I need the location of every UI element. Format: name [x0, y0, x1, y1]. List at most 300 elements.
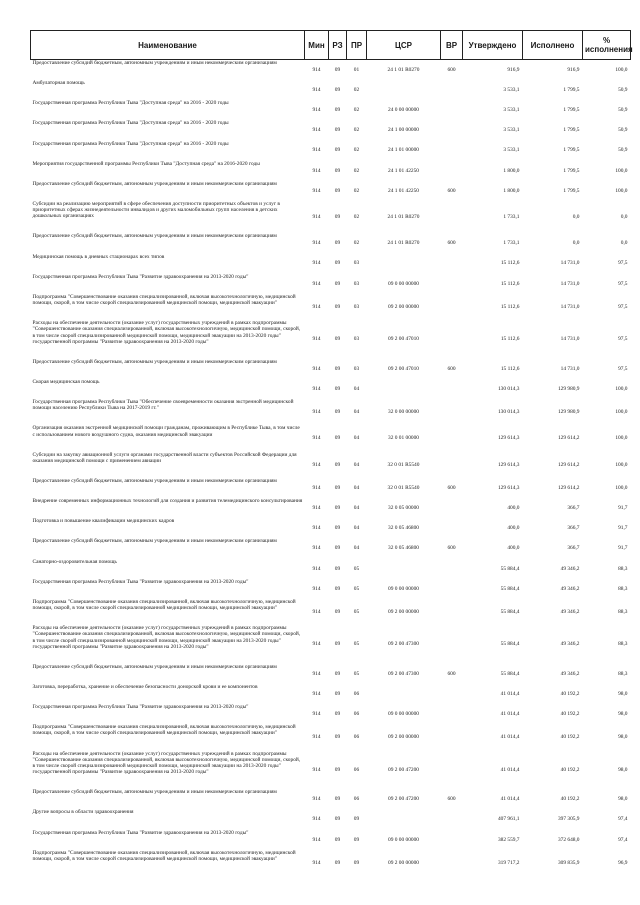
header-rz: РЗ	[329, 31, 347, 60]
row-approved: 3 533,1	[503, 127, 520, 134]
row-executed: 129 980,9	[557, 409, 580, 416]
row-pr: 02	[353, 167, 360, 174]
row-csr: 09 2 00 00000	[388, 734, 419, 741]
row-approved: 15 112,6	[500, 280, 520, 287]
row-min: 914	[312, 409, 321, 416]
row-pr: 06	[353, 711, 360, 718]
row-min: 914	[312, 766, 321, 773]
row-vr	[441, 830, 463, 850]
row-rz: 09	[334, 545, 341, 552]
row-rz: 09	[334, 409, 341, 416]
row-executed: 40 192,2	[560, 711, 580, 718]
row-min: 914	[312, 641, 321, 648]
header-vr: ВР	[441, 31, 463, 60]
table-row	[31, 478, 631, 498]
row-approved: 916,9	[507, 66, 520, 73]
row-approved: 41 014,4	[500, 766, 520, 773]
row-pr: 02	[353, 107, 360, 114]
row-vr	[441, 498, 463, 518]
row-percent: 97,4	[618, 836, 628, 843]
table-row	[31, 830, 631, 850]
header-pr: ПР	[347, 31, 367, 60]
table-row	[31, 538, 631, 558]
row-percent: 100,0	[615, 187, 628, 194]
header-min: Мин	[305, 31, 329, 60]
row-percent: 100,0	[615, 461, 628, 468]
table-row	[31, 498, 631, 518]
row-csr: 32 0 01 R5540	[387, 485, 420, 492]
row-executed: 0,0	[572, 240, 580, 247]
row-executed: 40 192,2	[560, 734, 580, 741]
row-percent: 50,9	[618, 147, 628, 154]
row-min: 914	[312, 127, 321, 134]
row-approved: 130 014,3	[497, 385, 520, 392]
row-approved: 400,0	[507, 545, 520, 552]
row-percent: 98,0	[618, 690, 628, 697]
row-csr: 09 2 00 47300	[388, 670, 419, 677]
row-name: Государственная программа Республики Тыва "Обеспечение своевременности оказания экстренной медицинской помощи населению Республики Тыва на 2017-2019 гг."	[32, 399, 294, 412]
row-rz: 09	[334, 461, 341, 468]
row-executed: 309 835,9	[557, 859, 580, 866]
row-csr: 09 2 00 00000	[388, 859, 419, 866]
row-percent: 50,9	[618, 87, 628, 94]
row-vr	[441, 120, 463, 140]
row-approved: 55 884,4	[500, 585, 520, 592]
row-rz: 09	[334, 435, 341, 442]
row-name: Расходы на обеспечение деятельности (оказание услуг) государственных учреждений в рамках подпрограммы "Совершенствование оказания специализированной, включая высокотехнологичную, медицинской помощи, скорой, в том числе скорой специализированной медицинской помощи, медицинской эвакуации на 2013-2020 годы" государственной программы "Развитие здравоохранения на 2013-2020 годы"	[32, 750, 301, 776]
row-vr: 600	[447, 670, 456, 677]
row-csr: 09 0 00 00000	[388, 585, 419, 592]
row-pr: 02	[353, 87, 360, 94]
row-min: 914	[312, 260, 321, 267]
row-executed: 1 799,5	[563, 87, 580, 94]
row-rz: 09	[334, 525, 341, 532]
row-approved: 129 614,3	[497, 485, 520, 492]
row-percent: 100,0	[615, 435, 628, 442]
row-executed: 916,9	[567, 66, 580, 73]
row-vr	[441, 274, 463, 294]
row-csr: 24 1 01 42250	[388, 167, 419, 174]
row-percent: 88,3	[618, 608, 628, 615]
row-rz: 09	[334, 796, 341, 803]
table-row	[31, 789, 631, 809]
row-approved: 41 014,4	[500, 734, 520, 741]
row-rz: 09	[334, 485, 341, 492]
row-executed: 49 346,2	[560, 565, 580, 572]
row-name: Государственная программа Республики Тыва "Доступная среда" на 2016 - 2020 годы	[32, 100, 229, 107]
row-vr	[441, 100, 463, 120]
row-percent: 98,0	[618, 711, 628, 718]
row-name: Санаторно-оздоровительная помощь	[32, 558, 117, 565]
row-percent: 98,0	[618, 734, 628, 741]
row-name: Заготовка, переработка, хранение и обеспечение безопасности донорской крови и ее компонентов	[32, 684, 258, 691]
row-min: 914	[312, 608, 321, 615]
row-rz: 09	[334, 385, 341, 392]
table-row	[31, 452, 631, 478]
row-name: Предоставление субсидий бюджетным, автономным учреждениям и иным некоммерческим организациям	[32, 180, 277, 187]
row-vr	[441, 201, 463, 234]
row-percent: 50,9	[618, 107, 628, 114]
row-csr: 09 0 00 00000	[388, 711, 419, 718]
row-csr: 09 2 00 47300	[388, 641, 419, 648]
row-vr	[441, 452, 463, 478]
row-executed: 14 731,0	[560, 280, 580, 287]
row-csr: 24 1 01 R0270	[387, 240, 420, 247]
row-percent: 100,0	[615, 167, 628, 174]
row-percent: 100,0	[615, 485, 628, 492]
row-percent: 96,9	[618, 859, 628, 866]
row-rz: 09	[334, 670, 341, 677]
row-executed: 40 192,2	[560, 796, 580, 803]
row-min: 914	[312, 167, 321, 174]
row-csr: 24 1 01 00000	[388, 147, 419, 154]
row-name: Предоставление субсидий бюджетным, автономным учреждениям и иным некоммерческим организациям	[32, 478, 277, 485]
row-approved: 55 884,4	[500, 641, 520, 648]
row-vr: 600	[447, 545, 456, 552]
table-row	[31, 80, 631, 100]
row-pr: 09	[353, 816, 360, 823]
row-pr: 04	[353, 545, 360, 552]
row-csr: 09 0 00 00000	[388, 836, 419, 843]
row-min: 914	[312, 545, 321, 552]
row-executed: 1 799,5	[563, 127, 580, 134]
row-executed: 1 799,5	[563, 107, 580, 114]
row-approved: 129 614,3	[497, 461, 520, 468]
row-min: 914	[312, 214, 321, 221]
row-rz: 09	[334, 280, 341, 287]
row-vr: 600	[447, 187, 456, 194]
row-csr	[367, 254, 441, 274]
row-approved: 55 884,4	[500, 670, 520, 677]
row-executed: 49 346,2	[560, 670, 580, 677]
row-approved: 55 884,4	[500, 565, 520, 572]
row-pr: 03	[353, 260, 360, 267]
table-row	[31, 379, 631, 399]
table-row	[31, 320, 631, 359]
row-name: Субсидии на реализацию мероприятий в сфере обеспечения доступности приоритетных объектов и услуг в приоритетных сферах жизнедеятельности инвалидов и других маломобильных групп населения в детских дошкольных организациях	[32, 200, 280, 220]
row-approved: 129 614,3	[497, 435, 520, 442]
header-percent: % исполнения	[583, 31, 631, 60]
row-name: Предоставление субсидий бюджетным, автономным учреждениям и иным некоммерческим организациям	[32, 60, 277, 66]
row-name: Медицинская помощь в дневных стационарах всех типов	[32, 253, 165, 260]
budget-table-sheet	[30, 30, 633, 876]
table-row	[31, 579, 631, 599]
row-min: 914	[312, 147, 321, 154]
row-csr: 24 1 01 R0270	[387, 214, 420, 221]
table-row	[31, 359, 631, 379]
table-row	[31, 100, 631, 120]
row-vr	[441, 625, 463, 664]
row-name: Субсидии на закупку авиационной услуги органами государственной власти субъектов Российской Федерации для оказания медицинской помощи с применением авиации	[32, 451, 297, 464]
row-name: Государственная программа Республики Тыва "Развитие здравоохранения на 2013-2020 годы"	[32, 829, 249, 836]
row-rz: 09	[334, 766, 341, 773]
row-name: Государственная программа Республики Тыва "Доступная среда" на 2016 - 2020 годы	[32, 120, 229, 127]
row-approved: 1 733,1	[503, 240, 520, 247]
row-approved: 130 014,3	[497, 409, 520, 416]
row-pr: 02	[353, 147, 360, 154]
row-rz: 09	[334, 303, 341, 310]
row-rz: 09	[334, 127, 341, 134]
table-row	[31, 254, 631, 274]
row-name: Расходы на обеспечение деятельности (оказание услуг) государственных учреждений в рамках подпрограммы "Совершенствование оказания специализированной, включая высокотехнологичную, медицинской помощи, скорой, в том числе скорой специализированной медицинской помощи, медицинской эвакуации на 2013-2020 годы" государственной программы "Развитие здравоохранения на 2013-2020 годы"	[32, 625, 301, 650]
row-percent: 0,0	[620, 214, 628, 221]
row-name: Государственная программа Республики Тыва "Доступная среда" на 2016 - 2020 годы	[32, 140, 229, 147]
row-min: 914	[312, 859, 321, 866]
row-rz: 09	[334, 836, 341, 843]
row-name: Предоставление субсидий бюджетным, автономным учреждениям и иным некоммерческим организациям	[32, 358, 277, 365]
row-name: Предоставление субсидий бюджетным, автономным учреждениям и иным некоммерческим организациям	[32, 663, 277, 670]
row-pr: 03	[353, 303, 360, 310]
header-csr: ЦСР	[367, 31, 441, 60]
row-percent: 88,3	[618, 585, 628, 592]
row-rz: 09	[334, 214, 341, 221]
row-approved: 3 533,1	[503, 87, 520, 94]
table-row	[31, 201, 631, 234]
row-percent: 91,7	[618, 505, 628, 512]
row-approved: 41 014,4	[500, 690, 520, 697]
table-row	[31, 233, 631, 253]
table-row	[31, 518, 631, 538]
row-vr	[441, 425, 463, 451]
row-rz: 09	[334, 734, 341, 741]
row-approved: 15 112,6	[500, 260, 520, 267]
row-percent: 91,7	[618, 525, 628, 532]
row-min: 914	[312, 565, 321, 572]
row-pr: 05	[353, 641, 360, 648]
row-csr: 32 0 01 00000	[388, 435, 419, 442]
row-executed: 49 346,2	[560, 608, 580, 615]
row-percent: 97,5	[618, 365, 628, 372]
row-vr	[441, 379, 463, 399]
row-rz: 09	[334, 87, 341, 94]
row-pr: 03	[353, 280, 360, 287]
row-approved: 3 533,1	[503, 107, 520, 114]
row-pr: 02	[353, 187, 360, 194]
header-name: Наименование	[31, 31, 305, 60]
row-vr	[441, 161, 463, 181]
row-executed: 129 614,2	[557, 461, 580, 468]
row-percent: 88,3	[618, 565, 628, 572]
table-row	[31, 559, 631, 579]
table-row	[31, 751, 631, 790]
row-vr	[441, 599, 463, 625]
row-min: 914	[312, 711, 321, 718]
row-pr: 03	[353, 336, 360, 343]
table-row	[31, 141, 631, 161]
row-csr: 32 0 05 46800	[388, 525, 419, 532]
row-vr	[441, 559, 463, 579]
row-pr: 04	[353, 525, 360, 532]
row-name: Организация оказания экстренной медицинской помощи гражданам, проживающим в Республике Тыва, в том числе с использованием нового воздушного судна, оказания медицинской эвакуации	[32, 425, 300, 438]
row-name: Подпрограмма "Совершенствование оказания специализированной, включая высокотехнологичную, медицинской помощи, скорой, в том числе скорой специализированной медицинской помощи, медицинской эвакуации"	[32, 724, 296, 737]
row-approved: 400,0	[507, 505, 520, 512]
row-min: 914	[312, 461, 321, 468]
table-row	[31, 684, 631, 704]
table-row	[31, 625, 631, 664]
row-percent: 97,5	[618, 280, 628, 287]
row-approved: 1 733,1	[503, 214, 520, 221]
row-percent: 88,3	[618, 670, 628, 677]
row-min: 914	[312, 505, 321, 512]
row-csr	[367, 684, 441, 704]
row-min: 914	[312, 240, 321, 247]
row-executed: 14 731,0	[560, 365, 580, 372]
row-rz: 09	[334, 336, 341, 343]
row-vr: 600	[447, 240, 456, 247]
row-csr: 09 0 00 00000	[388, 280, 419, 287]
row-executed: 1 799,5	[563, 167, 580, 174]
table-row	[31, 60, 631, 81]
row-executed: 1 799,5	[563, 187, 580, 194]
row-name: Подпрограмма "Совершенствование оказания специализированной, включая высокотехнологичную, медицинской помощи, скорой, в том числе скорой специализированной медицинской помощи, медицинской эвакуации"	[32, 849, 296, 862]
row-percent: 88,3	[618, 641, 628, 648]
row-csr: 32 0 00 00000	[388, 409, 419, 416]
row-csr	[367, 80, 441, 100]
row-percent: 98,0	[618, 796, 628, 803]
row-pr: 02	[353, 240, 360, 247]
row-min: 914	[312, 816, 321, 823]
row-vr	[441, 579, 463, 599]
row-percent: 97,5	[618, 303, 628, 310]
row-pr: 04	[353, 505, 360, 512]
budget-table	[30, 30, 631, 876]
row-pr: 04	[353, 385, 360, 392]
row-percent: 97,5	[618, 260, 628, 267]
row-name: Внедрение современных информационных технологий для создания и развития телемедицинского консультирования	[32, 498, 303, 505]
row-name: Мероприятия государственной программы Республики Тыва "Доступная среда" на 2016-2020 годы	[32, 160, 260, 167]
row-csr: 24 1 01 R0270	[387, 66, 420, 73]
row-approved: 15 112,6	[500, 365, 520, 372]
row-rz: 09	[334, 240, 341, 247]
row-min: 914	[312, 670, 321, 677]
row-approved: 407 961,1	[497, 816, 520, 823]
row-executed: 372 648,0	[557, 836, 580, 843]
row-min: 914	[312, 525, 321, 532]
row-percent: 100,0	[615, 385, 628, 392]
row-name: Другие вопросы в области здравоохранения	[32, 809, 134, 816]
row-rz: 09	[334, 608, 341, 615]
row-approved: 400,0	[507, 525, 520, 532]
row-name: Расходы на обеспечение деятельности (оказание услуг) государственных учреждений в рамках подпрограммы "Совершенствование оказания специализированной, включая высокотехнологичную, медицинской помощи, скорой, в том числе скорой специализированной медицинской помощи, медицинской эвакуации на 2013-2020 годы" государственной программы "Развитие здравоохранения на 2013-2020 годы"	[32, 320, 301, 345]
row-min: 914	[312, 66, 321, 73]
row-pr: 04	[353, 485, 360, 492]
row-executed: 40 192,2	[560, 766, 580, 773]
row-csr: 32 0 01 R5540	[387, 461, 420, 468]
row-rz: 09	[334, 505, 341, 512]
row-approved: 3 533,1	[503, 147, 520, 154]
row-vr	[441, 809, 463, 829]
table-row	[31, 599, 631, 625]
row-pr: 03	[353, 365, 360, 372]
row-percent: 97,4	[618, 816, 628, 823]
row-executed: 40 192,2	[560, 690, 580, 697]
row-percent: 97,5	[618, 336, 628, 343]
row-pr: 04	[353, 435, 360, 442]
row-rz: 09	[334, 167, 341, 174]
row-min: 914	[312, 280, 321, 287]
row-min: 914	[312, 690, 321, 697]
row-min: 914	[312, 435, 321, 442]
row-executed: 49 346,2	[560, 641, 580, 648]
row-min: 914	[312, 187, 321, 194]
row-executed: 14 731,0	[560, 260, 580, 267]
row-executed: 0,0	[572, 214, 580, 221]
row-executed: 49 346,2	[560, 585, 580, 592]
table-row	[31, 120, 631, 140]
row-name: Подпрограмма "Совершенствование оказания специализированной, включая высокотехнологичную, медицинской помощи, скорой, в том числе скорой специализированной медицинской помощи, медицинской эвакуации"	[32, 598, 296, 612]
row-vr: 600	[447, 796, 456, 803]
row-executed: 366,7	[567, 505, 580, 512]
row-vr	[441, 294, 463, 320]
row-pr: 04	[353, 461, 360, 468]
row-csr: 32 0 05 00000	[388, 505, 419, 512]
row-csr	[367, 809, 441, 829]
row-csr: 09 2 00 47200	[388, 766, 419, 773]
row-rz: 09	[334, 107, 341, 114]
row-name: Скорая медицинская помощь	[32, 378, 100, 385]
row-csr: 24 1 00 00000	[388, 127, 419, 134]
row-approved: 15 112,6	[500, 336, 520, 343]
row-approved: 382 559,7	[497, 836, 520, 843]
row-min: 914	[312, 303, 321, 310]
row-vr	[441, 320, 463, 359]
row-vr	[441, 254, 463, 274]
row-approved: 1 800,0	[503, 167, 520, 174]
row-executed: 14 731,0	[560, 303, 580, 310]
row-min: 914	[312, 836, 321, 843]
row-pr: 04	[353, 409, 360, 416]
row-min: 914	[312, 585, 321, 592]
table-row	[31, 724, 631, 750]
row-vr	[441, 518, 463, 538]
row-min: 914	[312, 385, 321, 392]
row-csr	[367, 559, 441, 579]
row-rz: 09	[334, 859, 341, 866]
row-rz: 09	[334, 641, 341, 648]
row-vr	[441, 850, 463, 876]
row-rz: 09	[334, 147, 341, 154]
row-approved: 15 112,6	[500, 303, 520, 310]
row-rz: 09	[334, 585, 341, 592]
row-percent: 100,0	[615, 66, 628, 73]
row-csr: 09 2 00 00000	[388, 608, 419, 615]
row-rz: 09	[334, 711, 341, 718]
row-pr: 02	[353, 214, 360, 221]
row-executed: 129 614,2	[557, 435, 580, 442]
row-vr: 600	[447, 365, 456, 372]
row-name: Подготовка и повышение квалификации медицинских кадров	[32, 518, 175, 525]
header-approved: Утверждено	[463, 31, 523, 60]
row-name: Государственная программа Республики Тыва "Развитие здравоохранения на 2013-2020 годы"	[32, 273, 249, 280]
row-min: 914	[312, 485, 321, 492]
row-executed: 1 799,5	[563, 147, 580, 154]
row-csr: 24 1 01 42250	[388, 187, 419, 194]
row-approved: 41 014,4	[500, 711, 520, 718]
row-pr: 06	[353, 734, 360, 741]
row-percent: 98,0	[618, 766, 628, 773]
row-vr	[441, 80, 463, 100]
row-vr	[441, 704, 463, 724]
row-pr: 05	[353, 670, 360, 677]
row-executed: 366,7	[567, 545, 580, 552]
row-name: Предоставление субсидий бюджетным, автономным учреждениям и иным некоммерческим организациям	[32, 233, 277, 240]
row-pr: 05	[353, 585, 360, 592]
row-executed: 129 614,2	[557, 485, 580, 492]
row-pr: 01	[353, 66, 360, 73]
row-csr: 09 2 00 47010	[388, 336, 419, 343]
row-csr: 24 0 00 00000	[388, 107, 419, 114]
row-executed: 14 731,0	[560, 336, 580, 343]
